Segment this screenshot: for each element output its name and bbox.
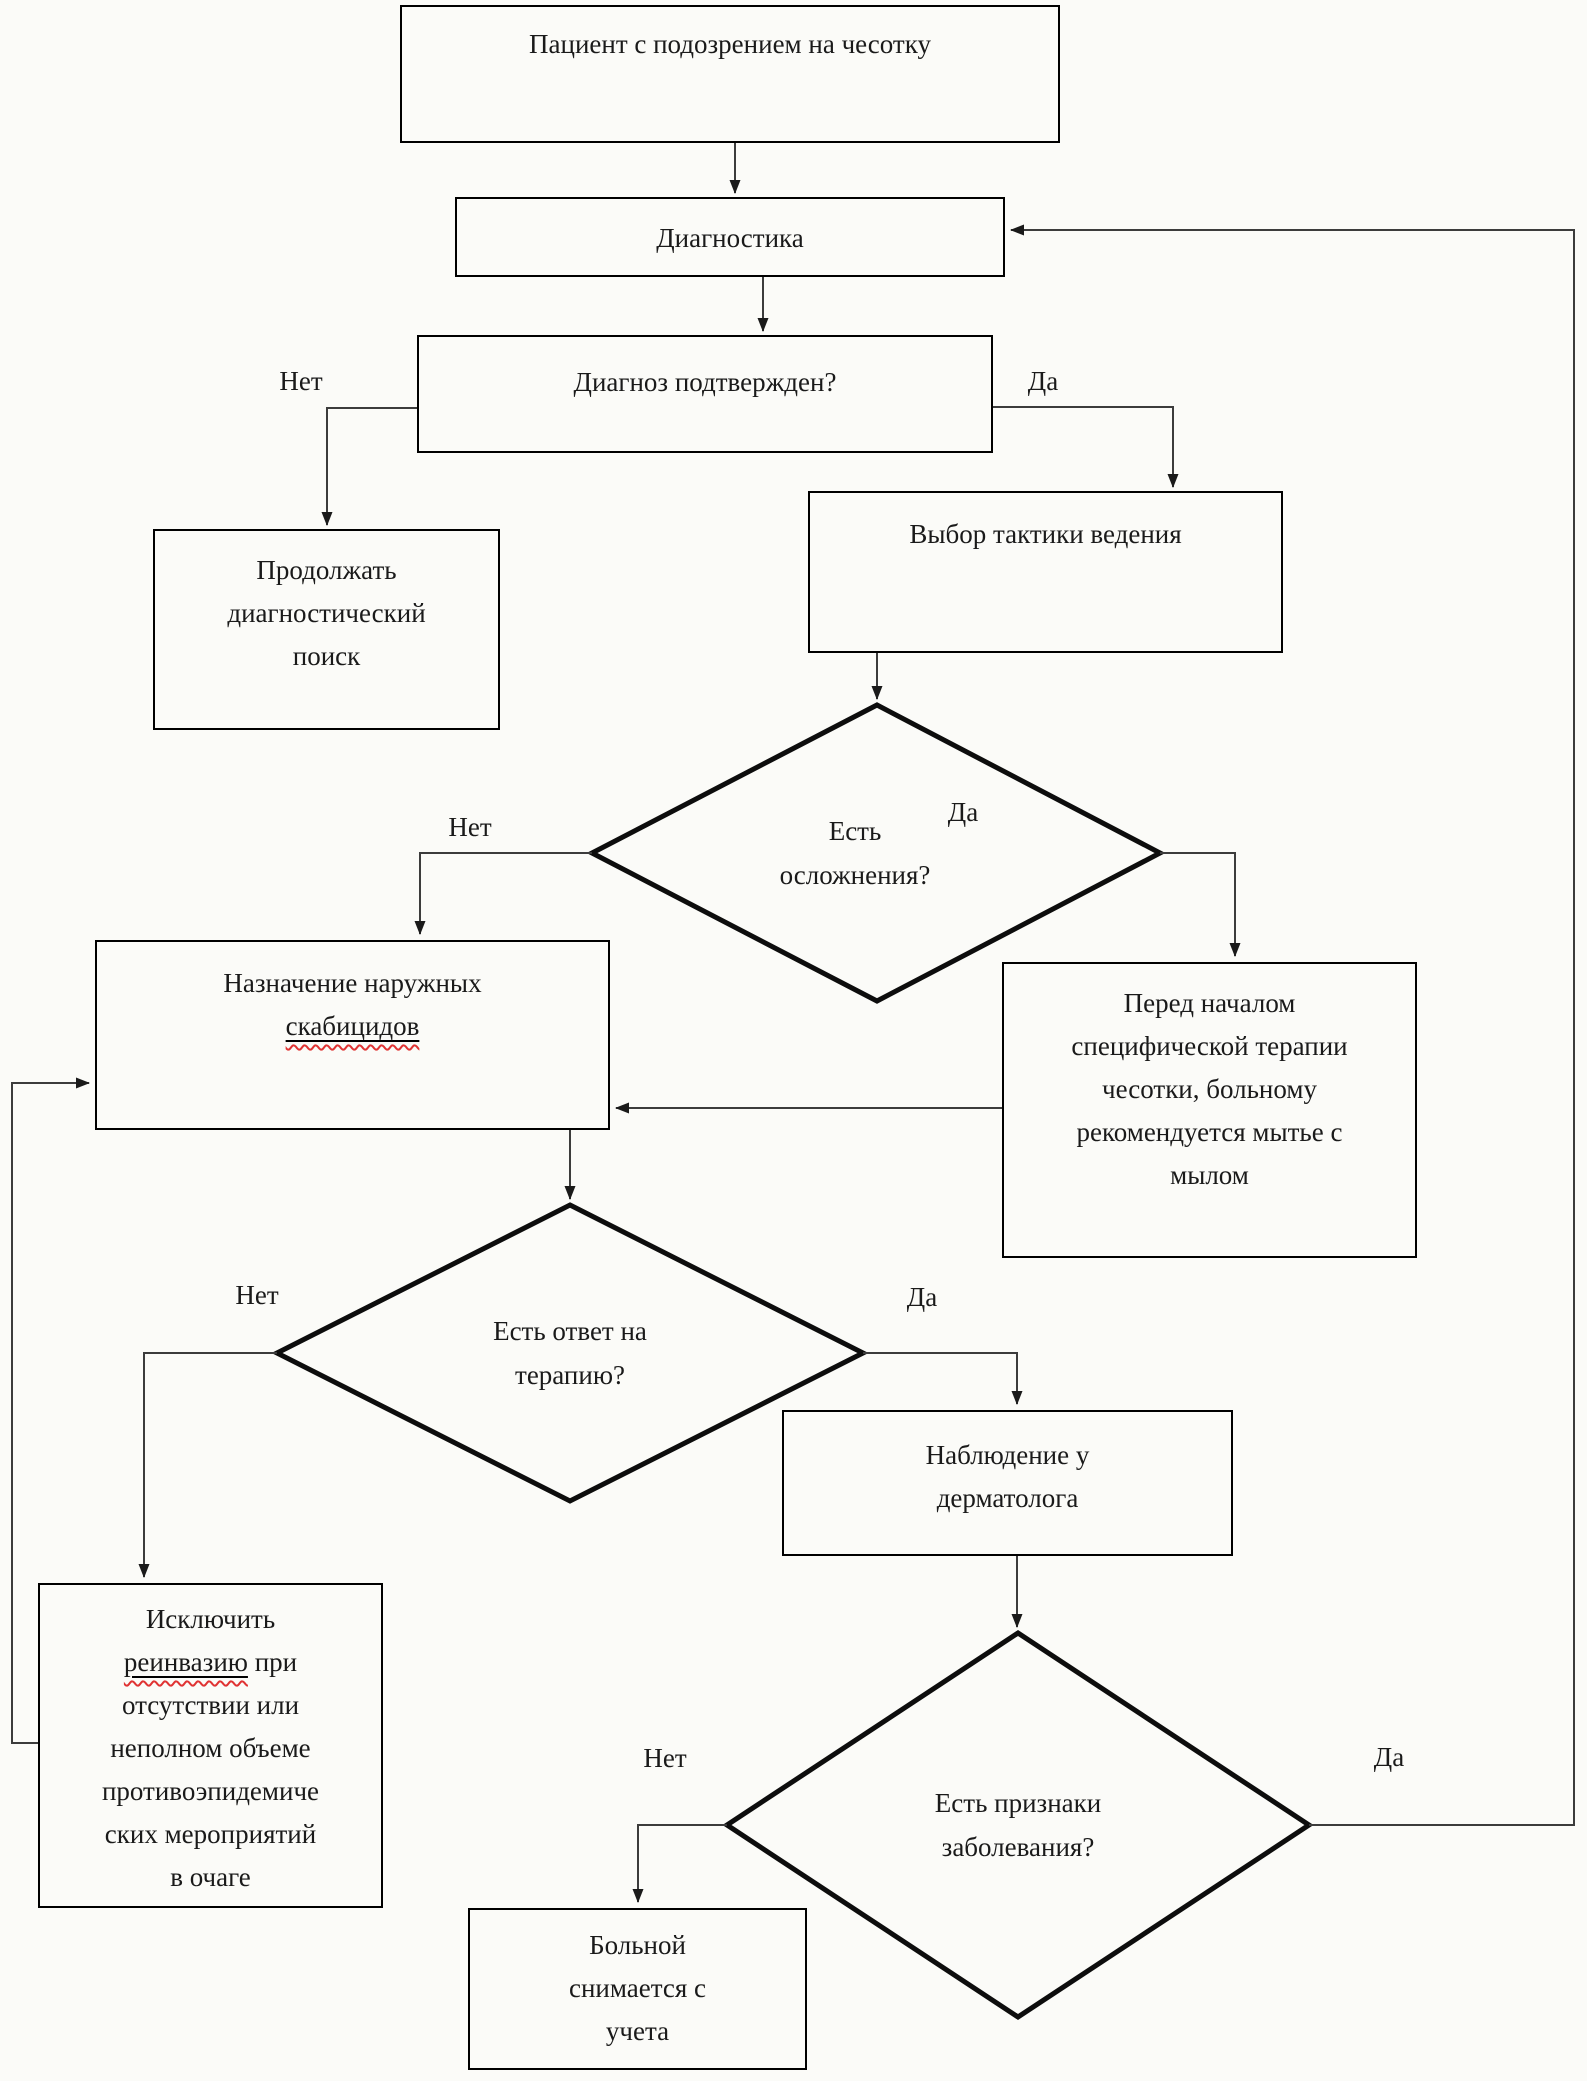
connector-confirmed-no: [327, 408, 417, 525]
connector-complications-yes: [1160, 853, 1235, 956]
connector-confirmed-yes: [993, 407, 1173, 487]
node-scabicides-line1: Назначение наружных: [223, 968, 482, 998]
decision-disease-signs-label: [818, 1781, 1218, 1869]
edge-label-response-no: Нет: [235, 1280, 279, 1310]
node-exclude-reinvasion: [38, 1583, 383, 1908]
connector-complications-no: [420, 853, 592, 934]
spellchecked-word-scabicides: скабицидов: [285, 1011, 420, 1041]
node-tactics: [808, 491, 1283, 653]
connector-response-yes: [863, 1353, 1017, 1404]
decision-therapy-response-line2: терапию?: [515, 1360, 625, 1390]
node-washing: [1002, 962, 1417, 1258]
node-washing-line3: чесотки, больному: [1102, 1074, 1317, 1104]
connector-response-no: [144, 1353, 277, 1577]
node-exclude-reinvasion-line4: неполном объеме: [110, 1733, 311, 1763]
node-exclude-reinvasion-line6: ских мероприятий: [104, 1819, 317, 1849]
edge-label-complications-yes: Да: [947, 797, 979, 827]
connector-signs-no: [638, 1825, 727, 1902]
decision-therapy-response-line1: Есть ответ на: [493, 1316, 647, 1346]
node-washing-line2: специфической терапии: [1071, 1031, 1348, 1061]
node-exclude-reinvasion-line1: Исключить: [145, 1604, 276, 1634]
node-exclude-reinvasion-line2-rest: при: [247, 1647, 298, 1677]
node-observation-line2: дерматолога: [936, 1483, 1079, 1513]
node-observation-line1: Наблюдение у: [925, 1440, 1090, 1470]
node-exclude-reinvasion-line2: [40, 1641, 381, 1684]
spellchecked-word-reinvasion: реинвазию: [123, 1647, 248, 1677]
node-diagnosis-confirmed: [417, 335, 993, 453]
node-continue-search-line3: поиск: [292, 641, 361, 671]
edge-label-confirmed-yes: Да: [1027, 366, 1059, 396]
node-exclude-reinvasion-line5: противоэпидемиче: [101, 1776, 320, 1806]
decision-therapy-response-label: [370, 1309, 770, 1397]
node-washing-line5: мылом: [1170, 1160, 1249, 1190]
node-continue-search-line1: Продолжать: [256, 555, 397, 585]
node-deregister-line2: снимается с: [568, 1973, 707, 2003]
edge-label-signs-yes: Да: [1373, 1742, 1405, 1772]
node-diagnostics: [455, 197, 1005, 277]
node-continue-search-line2: диагностический: [227, 598, 426, 628]
edge-label-complications-no: Нет: [448, 812, 492, 842]
node-scabicides: [95, 940, 610, 1130]
node-patient: [400, 5, 1060, 143]
node-deregister-line3: учета: [605, 2016, 670, 2046]
node-deregister: [468, 1908, 807, 2070]
edge-label-confirmed-no: Нет: [279, 366, 323, 396]
node-diagnosis-confirmed-label: Диагноз подтвержден?: [573, 367, 837, 397]
decision-complications-line1: Есть: [828, 816, 882, 846]
node-deregister-line1: Больной: [589, 1930, 686, 1960]
decision-disease-signs-line1: Есть признаки: [934, 1788, 1102, 1818]
edge-label-signs-no: Нет: [643, 1743, 687, 1773]
node-tactics-label: Выбор тактики ведения: [909, 519, 1182, 549]
node-continue-search: [153, 529, 500, 730]
node-diagnostics-label: Диагностика: [656, 223, 804, 253]
node-scabicides-line2: [97, 1005, 608, 1048]
decision-disease-signs-line2: заболевания?: [941, 1832, 1095, 1862]
decision-complications-line2: осложнения?: [779, 860, 931, 890]
node-washing-line4: рекомендуется мытье с: [1076, 1117, 1343, 1147]
node-exclude-reinvasion-line3: отсутствии или: [121, 1690, 300, 1720]
edge-label-response-yes: Да: [906, 1282, 938, 1312]
node-washing-line1: Перед началом: [1123, 988, 1296, 1018]
node-observation: [782, 1410, 1233, 1556]
node-patient-label: Пациент с подозрением на чесотку: [529, 29, 931, 59]
node-exclude-reinvasion-line7: в очаге: [170, 1862, 251, 1892]
